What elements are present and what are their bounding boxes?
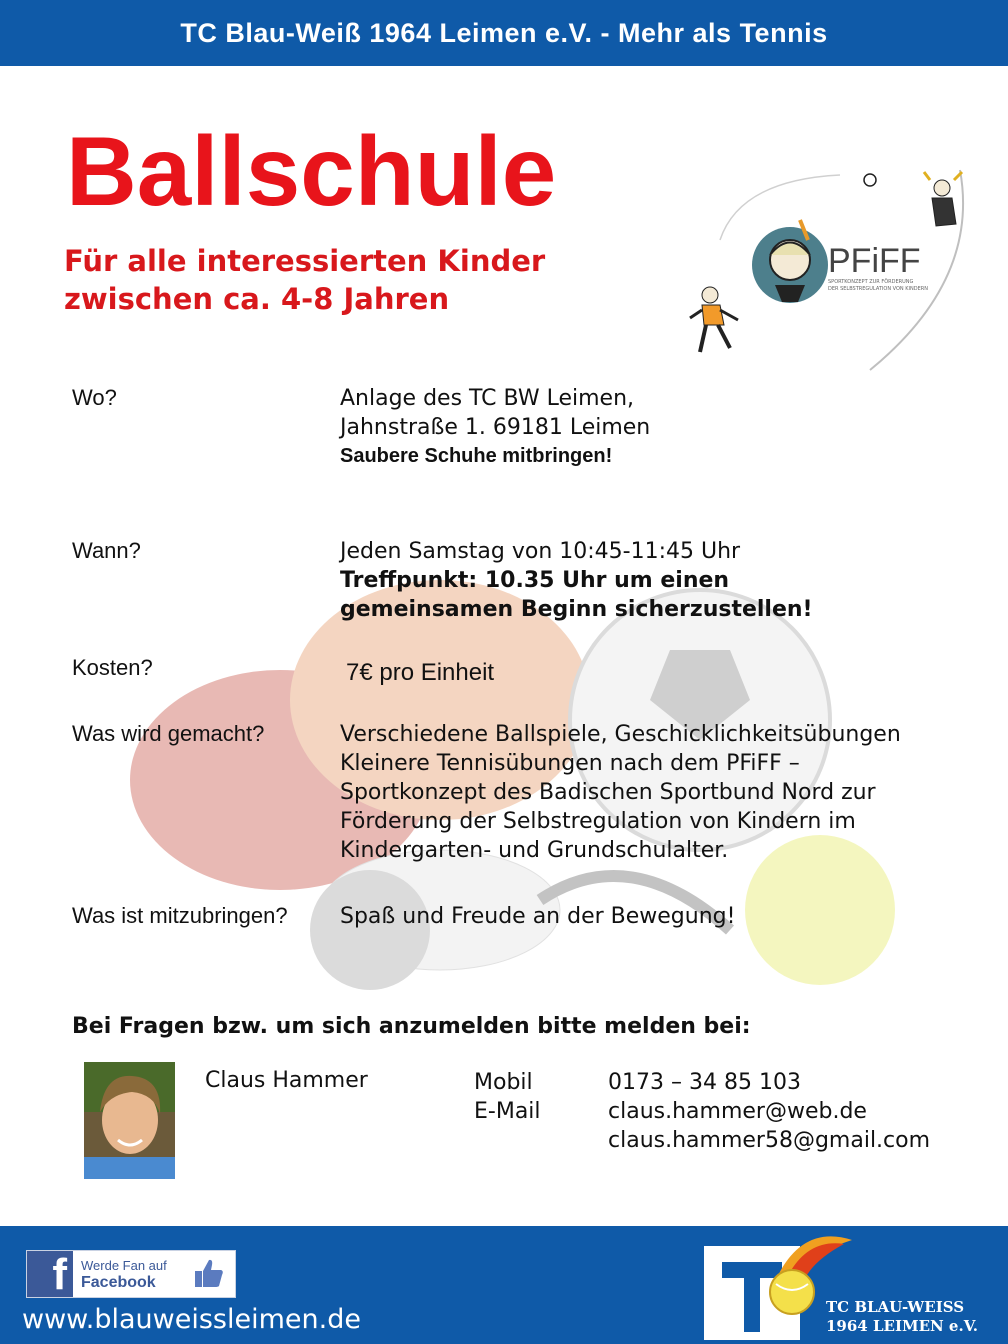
contact-values [608,1068,930,1155]
was-line-4: Förderung der Selbstregulation von Kindern im [340,809,856,834]
club-name [826,1298,978,1336]
wann-line-3: gemeinsamen Beginn sicherzustellen! [340,597,813,622]
pfiff-tagline-2: DER SELBSTREGULATION VON KINDERN [828,286,928,292]
facebook-icon: f [27,1251,73,1297]
small-ball-icon [864,174,876,186]
wann-line-1: Jeden Samstag von 10:45-11:45 Uhr [340,539,741,564]
label-wann: Wann? [72,538,141,563]
contact-photo [84,1062,175,1179]
contact-labels [474,1068,541,1126]
facebook-text-1: Werde Fan auf [81,1258,167,1273]
subtitle-line-2: zwischen ca. 4-8 Jahren [64,282,450,316]
value-kosten: 7€ pro Einheit [346,659,495,686]
club-name-line-1: TC BLAU-WEISS [826,1298,965,1316]
wo-line-2: Jahnstraße 1. 69181 Leimen [340,415,651,440]
facebook-fan-button[interactable] [26,1250,236,1298]
header-title: TC Blau-Weiß 1964 Leimen e.V. - Mehr als Tennis [180,17,828,48]
contact-heading: Bei Fragen bzw. um sich anzumelden bitte melden bei: [72,1014,751,1039]
kid-figure-left [690,287,738,352]
label-wo: Wo? [72,385,117,410]
label-was-wird-gemacht: Was wird gemacht? [72,721,265,746]
email-label: E-Mail [474,1099,541,1124]
label-kosten: Kosten? [72,655,153,680]
value-mitzubringen: Spaß und Freude an der Bewegung! [340,904,736,929]
header-bar [0,0,1008,66]
kid-figure-right [924,172,962,226]
facebook-text-2: Facebook [81,1274,156,1291]
email-link-2[interactable]: claus.hammer58@gmail.com [608,1128,931,1153]
was-line-1: Verschiedene Ballspiele, Geschicklichkeitsübungen [340,722,901,747]
value-wann [340,537,813,624]
was-line-2: Kleinere Tennisübungen nach dem PFiFF – [340,751,800,776]
label-mitzubringen: Was ist mitzubringen? [72,903,288,928]
value-was-wird-gemacht [340,720,901,865]
mobil-number[interactable]: 0173 – 34 85 103 [608,1070,801,1095]
mobil-label: Mobil [474,1070,533,1095]
was-line-5: Kindergarten- und Grundschulalter. [340,838,729,863]
was-line-3: Sportkonzept des Badischen Sportbund Nord zur [340,780,876,805]
wo-line-3: Saubere Schuhe mitbringen! [340,445,613,467]
pfiff-tagline-1: SPORTKONZEPT ZUR FÖRDERUNG [828,279,914,285]
email-link-1[interactable]: claus.hammer@web.de [608,1099,867,1124]
subtitle-line-1: Für alle interessierten Kinder [64,244,546,278]
wo-line-1: Anlage des TC BW Leimen, [340,386,635,411]
value-wo [340,384,650,471]
pfiff-name: PFiFF [828,242,921,280]
subtitle [64,242,684,318]
pfiff-logo [680,160,990,380]
thumbs-up-icon [191,1257,225,1289]
page-title: Ballschule [66,116,557,226]
website-link[interactable]: www.blauweissleimen.de [22,1304,361,1335]
contact-name: Claus Hammer [205,1068,368,1093]
wann-line-2: Treffpunkt: 10.35 Uhr um einen [340,568,730,593]
club-name-line-2: 1964 LEIMEN e.V. [826,1317,978,1335]
